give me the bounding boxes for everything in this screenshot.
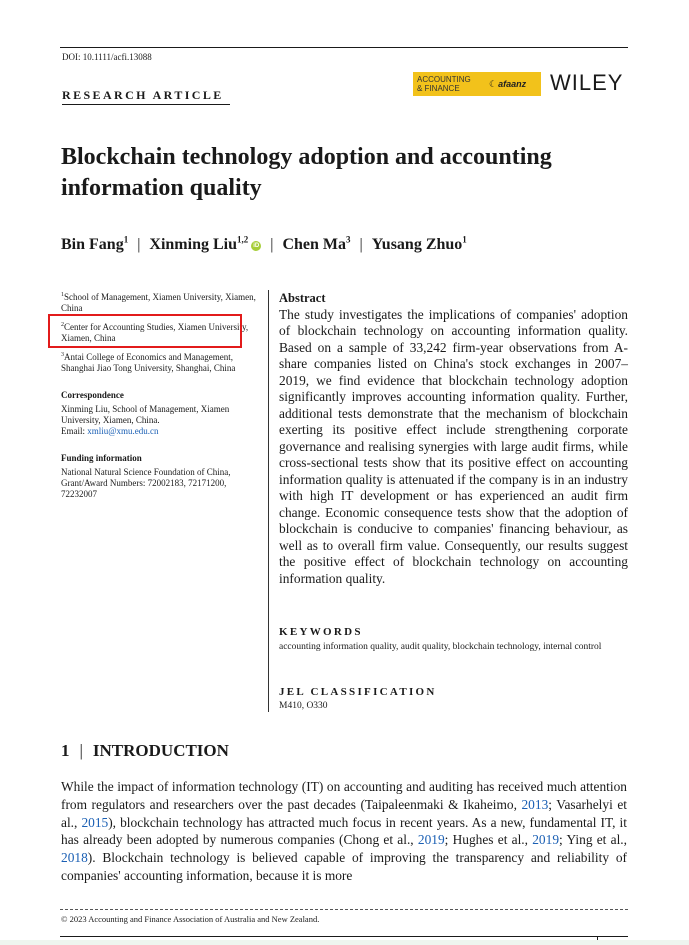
- citation-link[interactable]: 2019: [417, 832, 445, 848]
- section-separator: |: [79, 741, 83, 760]
- author-name[interactable]: Xinming Liu$^{1,2}$: [149, 235, 249, 254]
- highlight-box: [48, 314, 242, 348]
- citation-link[interactable]: 2015: [81, 814, 109, 830]
- author-separator: |: [359, 236, 363, 254]
- author-separator: |: [137, 236, 141, 254]
- correspondence-heading: Correspondence: [61, 390, 124, 400]
- author-name[interactable]: Yusang Zhuo$^1$: [371, 235, 467, 254]
- paragraph-text: ). Blockchain technology is believed capable of improving the transparency and reliability of companies' accounting information, because it is more: [61, 850, 627, 883]
- author-list: [61, 235, 467, 254]
- journal-logo[interactable]: [413, 72, 541, 96]
- introduction-paragraph: [61, 778, 627, 885]
- bottom-rule: [60, 936, 628, 937]
- paragraph-text: ; Vasarhelyi et al.,: [61, 796, 627, 830]
- author-name[interactable]: Chen Ma$^3$: [282, 235, 351, 254]
- author-name[interactable]: Bin Fang$^1$: [61, 235, 129, 254]
- keywords-heading: KEYWORDS: [279, 626, 363, 638]
- funding-text: National Natural Science Foundation of China, Grant/Award Numbers: 72002183, 72171200, 72232007: [61, 467, 231, 499]
- affiliation: $^3$Antai College of Economics and Management, Shanghai Jiao Tong University, Shanghai, China: [61, 352, 236, 373]
- correspondence-email: Email: xmliu@xmu.edu.cn: [61, 426, 159, 436]
- citation-link[interactable]: 2019: [532, 832, 560, 848]
- affiliation: $^1$School of Management, Xiamen University, Xiamen, China: [61, 292, 256, 313]
- article-type: RESEARCH ARTICLE: [62, 88, 224, 102]
- column-divider: [268, 290, 269, 712]
- paragraph-text: ; Hughes et al.,: [444, 832, 533, 848]
- paragraph-text: While the impact of information technology (IT) on accounting and auditing has received much attention from regulators and researchers over the past decades (Taipaleenmaki & Ikaheimo,: [61, 779, 627, 812]
- section-number: 1: [61, 741, 70, 760]
- journal-logo-text: ACCOUNTING & FINANCE: [417, 75, 471, 93]
- jel-text: M410, O330: [279, 701, 328, 711]
- doi[interactable]: DOI: 10.1111/acfi.13088: [62, 52, 152, 62]
- paragraph-text: ), blockchain technology has attracted much focus in recent years. As a new, fundamental IT, it has already been adopted by numerous companies (Chong et al.,: [61, 814, 627, 848]
- email-link[interactable]: xmliu@xmu.edu.cn: [87, 426, 159, 436]
- citation-link[interactable]: 2013: [521, 796, 549, 812]
- afaanz-logo-icon: ☾: [489, 78, 498, 89]
- correspondence-text: Xinming Liu, School of Management, Xiamen University, Xiamen, China.: [61, 404, 230, 425]
- journal-logo-org: afaanz: [498, 79, 527, 89]
- article-type-underline: [62, 104, 230, 105]
- publisher-logo[interactable]: WILEY: [550, 70, 624, 95]
- orcid-icon[interactable]: iD: [253, 243, 260, 250]
- paragraph-text: ; Ying et al.,: [559, 832, 627, 848]
- copyright-notice: © 2023 Accounting and Finance Association of Australia and New Zealand.: [61, 914, 320, 924]
- keywords-text: accounting information quality, audit quality, blockchain technology, internal control: [279, 642, 602, 652]
- footer-divider: [60, 909, 628, 910]
- top-rule: [60, 47, 628, 48]
- section-title: INTRODUCTION: [92, 741, 229, 760]
- funding-heading: Funding information: [61, 453, 142, 463]
- citation-link[interactable]: 2018: [61, 850, 88, 866]
- abstract-heading: Abstract: [279, 291, 326, 305]
- affiliation: $^2$Center for Accounting Studies, Xiamen University, Xiamen, China: [61, 322, 249, 343]
- abstract-text: The study investigates the implications of companies' adoption of blockchain technology on accounting information quality. Based on a sample of 33,242 firm-year observations from A-share companies listed on China's stock exchanges in 2007–2019, we find evidence that blockchain technology adoption significantly improves accounting information quality. Further, additional tests demonstrate that the mechanism of blockchain exerting its positive effect include strengthening corporate governance and realising synergies with large audit firms, while cross-sectional tests show that its positive effect on accounting information quality is attenuated if the company is in an industry with high IT development or has experienced an audit firm change. Economic consequence tests show that the adoption of blockchain is conducive to companies' financing behaviour, as well as to overall firm value. Consequently, our results suggest the positive effect of blockchain technology on accounting information quality.: [279, 306, 628, 586]
- viewer-bottom-band: [0, 940, 689, 945]
- jel-heading: JEL CLASSIFICATION: [279, 686, 437, 698]
- abstract: [279, 290, 628, 587]
- section-heading: [61, 741, 229, 761]
- article-title: Blockchain technology adoption and accounting information quality: [61, 144, 552, 201]
- author-separator: |: [270, 236, 274, 254]
